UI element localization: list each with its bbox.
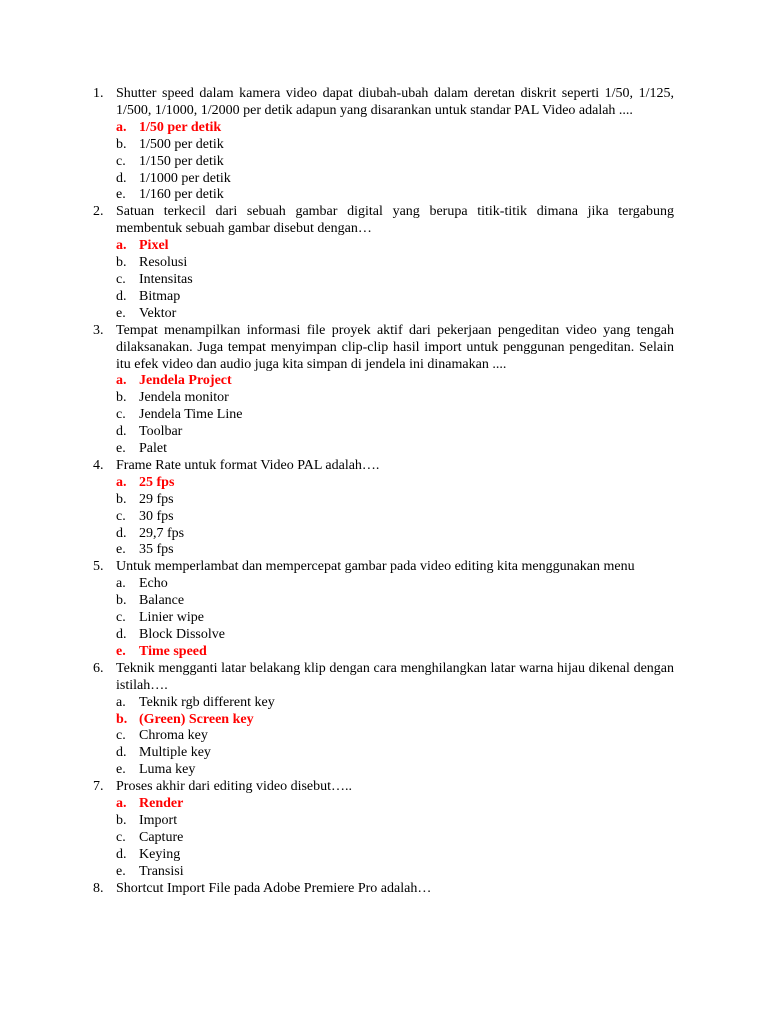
question-number: 7. [93, 779, 104, 795]
option-text: 30 fps [139, 508, 174, 524]
option-text: (Green) Screen key [139, 711, 254, 727]
option-text: Block Dissolve [139, 627, 225, 642]
answer-option [116, 864, 674, 881]
answer-option [116, 695, 674, 712]
option-letter: b. [116, 593, 127, 609]
option-text: 1/1000 per detik [139, 170, 231, 186]
answer-option [116, 593, 674, 610]
question-number: 2. [93, 204, 104, 220]
option-text: Render [139, 796, 184, 812]
option-text: Resolusi [139, 255, 188, 271]
option-text: 1/150 per detik [139, 153, 224, 169]
question-text: Proses akhir dari editing video disebut….. [116, 779, 353, 795]
option-letter: c. [116, 271, 126, 287]
option-text: Bitmap [139, 288, 181, 304]
option-letter: b. [116, 491, 127, 507]
answer-option [116, 187, 674, 204]
answer-option [116, 813, 674, 830]
option-letter: b. [116, 812, 127, 828]
question-item [0, 559, 768, 660]
option-letter: a. [116, 576, 126, 592]
option-text: Jendela Project [139, 373, 232, 389]
answer-option [116, 526, 674, 543]
correct-answer-option [116, 644, 674, 661]
option-list [116, 796, 674, 881]
option-letter: a. [116, 796, 127, 812]
answer-option [116, 728, 674, 745]
option-text: 29,7 fps [139, 525, 185, 541]
question-text: Tempat menampilkan informasi file proyek aktif dari pekerjaan pengeditan video yang tengah dilaksanakan. Juga tempat menyimpan clip-clip hasil import untuk penggunan pengeditan. Selain itu efek video dan audio juga kita simpan di jendela ini dinamakan .... [116, 322, 674, 372]
option-list [116, 475, 674, 560]
option-letter: d. [116, 424, 127, 440]
question-text: Shutter speed dalam kamera video dapat diubah-ubah dalam deretan diskrit seperti 1/50, 1/125, 1/500, 1/1000, 1/2000 per detik adapun yang disarankan untuk standar PAL Video adalah .... [116, 86, 674, 118]
option-text: Time speed [139, 643, 207, 659]
option-text: Jendela monitor [139, 390, 229, 406]
option-letter: c. [116, 508, 126, 524]
option-text: 1/500 per detik [139, 136, 224, 152]
question-item [0, 323, 768, 458]
answer-option [116, 390, 674, 407]
option-text: 25 fps [139, 474, 175, 490]
option-letter: d. [116, 288, 127, 304]
option-text: Balance [139, 593, 185, 609]
answer-option [116, 407, 674, 424]
option-letter: e. [116, 542, 126, 558]
option-letter: e. [116, 187, 126, 203]
answer-option [116, 255, 674, 272]
option-letter: a. [116, 373, 127, 389]
option-text: Toolbar [139, 424, 183, 440]
question-item [0, 779, 768, 880]
option-letter: b. [116, 255, 127, 271]
option-letter: a. [116, 694, 126, 710]
option-text: Intensitas [139, 271, 193, 287]
option-text: Capture [139, 829, 184, 845]
answer-option [116, 272, 674, 289]
question-number: 4. [93, 457, 104, 473]
option-letter: b. [116, 136, 127, 152]
answer-option [116, 847, 674, 864]
option-list [116, 238, 674, 323]
correct-answer-option [116, 712, 674, 729]
option-letter: d. [116, 745, 127, 761]
question-text: Shortcut Import File pada Adobe Premiere Pro adalah… [116, 880, 432, 896]
answer-option [116, 576, 674, 593]
correct-answer-option [116, 475, 674, 492]
option-list [116, 120, 674, 205]
question-item [0, 204, 768, 322]
option-letter: a. [116, 119, 127, 135]
option-letter: c. [116, 610, 126, 626]
option-text: Vektor [139, 305, 177, 321]
correct-answer-option [116, 373, 674, 390]
answer-option [116, 542, 674, 559]
option-text: Linier wipe [139, 610, 204, 626]
answer-option [116, 154, 674, 171]
question-item [0, 86, 768, 204]
answer-option [116, 762, 674, 779]
option-text: Pixel [139, 238, 169, 254]
option-text: Palet [139, 441, 167, 457]
question-number: 3. [93, 322, 104, 338]
correct-answer-option [116, 120, 674, 137]
answer-option [116, 171, 674, 188]
option-letter: e. [116, 305, 126, 321]
question-item [0, 661, 768, 779]
correct-answer-option [116, 238, 674, 255]
option-letter: c. [116, 153, 126, 169]
option-letter: e. [116, 441, 126, 457]
question-item [0, 458, 768, 559]
option-text: Import [139, 812, 178, 828]
answer-option [116, 306, 674, 323]
answer-option [116, 509, 674, 526]
correct-answer-option [116, 796, 674, 813]
option-letter: d. [116, 170, 127, 186]
option-letter: e. [116, 643, 126, 659]
option-letter: a. [116, 238, 127, 254]
option-list [116, 695, 674, 780]
answer-option [116, 424, 674, 441]
option-text: 1/50 per detik [139, 119, 222, 135]
question-item [0, 881, 768, 898]
option-text: Luma key [139, 762, 196, 778]
option-text: Chroma key [139, 728, 208, 744]
option-letter: b. [116, 711, 128, 727]
question-list [0, 86, 768, 898]
option-letter: d. [116, 627, 127, 642]
option-text: 1/160 per detik [139, 187, 224, 203]
option-text: Teknik rgb different key [139, 694, 275, 710]
question-number: 6. [93, 660, 104, 676]
option-letter: d. [116, 846, 127, 862]
answer-option [116, 627, 674, 644]
option-list [116, 373, 674, 458]
option-letter: c. [116, 829, 126, 845]
answer-option [116, 289, 674, 306]
question-text: Untuk memperlambat dan mempercepat gambar pada video editing kita menggunakan menu [116, 559, 635, 575]
question-number: 5. [93, 559, 104, 575]
option-letter: b. [116, 390, 127, 406]
option-letter: e. [116, 863, 126, 879]
question-text: Satuan terkecil dari sebuah gambar digital yang berupa titik-titik dimana jika tergabung membentuk sebuah gambar disebut dengan… [116, 204, 674, 237]
option-text: Keying [139, 846, 181, 862]
option-text: Multiple key [139, 745, 211, 761]
question-number: 1. [93, 86, 104, 101]
answer-option [116, 610, 674, 627]
option-list [116, 576, 674, 661]
option-letter: a. [116, 474, 127, 490]
answer-option [116, 492, 674, 509]
answer-option [116, 830, 674, 847]
option-text: 29 fps [139, 491, 174, 507]
option-text: 35 fps [139, 542, 174, 558]
option-letter: e. [116, 762, 126, 778]
option-text: Jendela Time Line [139, 407, 243, 423]
option-text: Transisi [139, 863, 184, 879]
answer-option [116, 441, 674, 458]
option-letter: c. [116, 407, 126, 423]
question-text: Teknik mengganti latar belakang klip dengan cara menghilangkan latar warna hijau dikenal dengan istilah…. [116, 660, 674, 693]
option-letter: d. [116, 525, 127, 541]
answer-option [116, 137, 674, 154]
option-letter: c. [116, 728, 126, 744]
question-number: 8. [93, 880, 104, 896]
option-text: Echo [139, 576, 168, 592]
answer-option [116, 745, 674, 762]
question-text: Frame Rate untuk format Video PAL adalah…. [116, 457, 380, 473]
